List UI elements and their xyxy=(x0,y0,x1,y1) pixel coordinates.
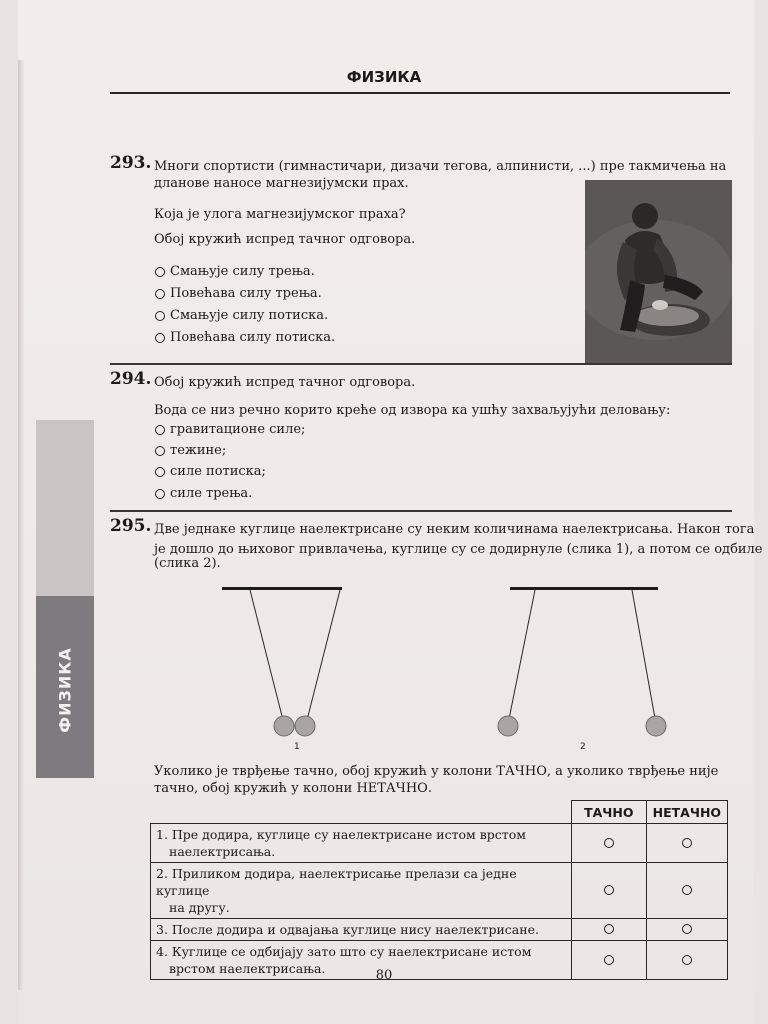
q293-option-label: Повећава силу трења. xyxy=(170,286,322,301)
answer-circle-icon[interactable] xyxy=(604,955,614,965)
q293-option[interactable] xyxy=(155,262,315,282)
true-cell[interactable] xyxy=(571,863,646,919)
q294-number: 294. xyxy=(110,369,152,389)
statement-line: 2. Приликом додира, наелектрисање прелази са једне куглице xyxy=(156,866,517,898)
q293-question: Која је улога магнезијумског праха? xyxy=(154,207,406,222)
ball-1a xyxy=(274,716,294,736)
answer-circle-icon[interactable] xyxy=(155,446,165,456)
ball-2a xyxy=(498,716,518,736)
thread-2b xyxy=(632,590,656,724)
answer-circle-icon[interactable] xyxy=(682,955,692,965)
q293-option-label: Смањује силу трења. xyxy=(170,264,315,279)
statement-line: 4. Куглице се одбијају зато што су наелектрисане истом xyxy=(156,944,532,959)
q295-instruction-line: тачно, обој кружић у колони НЕТАЧНО. xyxy=(154,781,432,796)
q293-option[interactable] xyxy=(155,284,322,304)
statement-line: 1. Пре додира, куглице су наелектрисане истом врстом xyxy=(156,827,526,842)
answer-circle-icon[interactable] xyxy=(155,333,165,343)
q294-instruction: Обој кружић испред тачног одговора. xyxy=(154,375,416,390)
answer-circle-icon[interactable] xyxy=(155,425,165,435)
athlete-photo xyxy=(585,180,732,364)
answer-circle-icon[interactable] xyxy=(682,885,692,895)
q294-option-label: гравитационе силе; xyxy=(170,422,306,437)
thread-2a xyxy=(508,590,535,724)
athlete-image-icon xyxy=(585,180,732,364)
q294-option-label: силе трења. xyxy=(170,486,253,501)
q295-text-line: (слика 2). xyxy=(154,556,221,571)
ball-2b xyxy=(646,716,666,736)
q295-number: 295. xyxy=(110,516,152,536)
q294-option[interactable] xyxy=(155,484,252,504)
table-row xyxy=(151,863,728,919)
q294-option[interactable] xyxy=(155,462,266,482)
false-cell[interactable] xyxy=(646,919,727,941)
q295-text-line: је дошло до њиховог привлачења, куглице су се додирнуле (слика 1), а потом се одбиле xyxy=(154,542,763,557)
pendulum-figure xyxy=(150,582,710,757)
thread-1b xyxy=(306,590,340,724)
statement-line: 3. После додира и одвајања куглице нису наелектрисане. xyxy=(156,922,539,937)
answer-circle-icon[interactable] xyxy=(604,885,614,895)
support-bar-1 xyxy=(222,587,342,590)
statement-line: врстом наелектрисања. xyxy=(169,961,326,976)
true-cell[interactable] xyxy=(571,824,646,863)
table-row xyxy=(151,919,728,941)
column-header-true: ТАЧНО xyxy=(571,801,646,824)
answer-circle-icon[interactable] xyxy=(155,467,165,477)
true-cell[interactable] xyxy=(571,919,646,941)
q294-question: Вода се низ речно корито креће од извора ка ушћу захваљујући деловању: xyxy=(154,403,671,418)
thread-1a xyxy=(250,590,284,724)
false-cell[interactable] xyxy=(646,824,727,863)
side-tab-label: ФИЗИКА xyxy=(55,647,75,733)
false-cell[interactable] xyxy=(646,863,727,919)
side-tab-background xyxy=(36,420,94,596)
q294-option-label: тежине; xyxy=(170,443,227,458)
statement-cell xyxy=(151,824,572,863)
table-row xyxy=(151,824,728,863)
q293-instruction: Обој кружић испред тачног одговора. xyxy=(154,232,416,247)
q293-option[interactable] xyxy=(155,306,328,326)
answer-circle-icon[interactable] xyxy=(682,924,692,934)
true-false-table xyxy=(150,800,728,980)
q293-text-line: дланове наносе магнезијумски прах. xyxy=(154,176,409,191)
answer-circle-icon[interactable] xyxy=(155,289,165,299)
figure-label-2: 2 xyxy=(580,742,586,752)
q293-option-label: Повећава силу потиска. xyxy=(170,330,336,345)
page-spine-shadow xyxy=(18,60,24,990)
q294-option[interactable] xyxy=(155,441,226,461)
q293-number: 293. xyxy=(110,153,152,173)
header-rule xyxy=(110,92,730,94)
q293-option-label: Смањује силу потиска. xyxy=(170,308,329,323)
answer-circle-icon[interactable] xyxy=(155,267,165,277)
ball-1b xyxy=(295,716,315,736)
q295-instruction-line: Уколико је тврђење тачно, обој кружић у колони ТАЧНО, а уколико тврђење није xyxy=(154,764,719,779)
statement-line: на другу. xyxy=(169,900,230,915)
table-header-row xyxy=(151,801,728,824)
answer-circle-icon[interactable] xyxy=(155,311,165,321)
q294-option[interactable] xyxy=(155,420,305,440)
statement-cell xyxy=(151,863,572,919)
figure-label-1: 1 xyxy=(294,742,300,752)
q295-text-line: Две једнаке куглице наелектрисане су неким количинама наелектрисања. Након тога xyxy=(154,522,755,537)
page-number: 80 xyxy=(375,968,393,983)
answer-circle-icon[interactable] xyxy=(604,924,614,934)
statement-line: наелектрисања. xyxy=(169,844,276,859)
answer-circle-icon[interactable] xyxy=(682,838,692,848)
answer-circle-icon[interactable] xyxy=(155,489,165,499)
table-header-blank xyxy=(151,801,572,824)
q293-text-line: Многи спортисти (гимнастичари, дизачи тегова, алпинисти, ...) пре такмичења на xyxy=(154,159,727,174)
page-title: ФИЗИКА xyxy=(346,68,422,86)
answer-circle-icon[interactable] xyxy=(604,838,614,848)
question-divider xyxy=(110,510,732,512)
statement-cell xyxy=(151,919,572,941)
q293-option[interactable] xyxy=(155,328,335,348)
charged-balls-diagram xyxy=(150,582,710,757)
question-divider xyxy=(110,363,732,365)
q294-option-label: силе потиска; xyxy=(170,464,266,479)
column-header-false: НЕТАЧНО xyxy=(646,801,727,824)
support-bar-2 xyxy=(510,587,658,590)
